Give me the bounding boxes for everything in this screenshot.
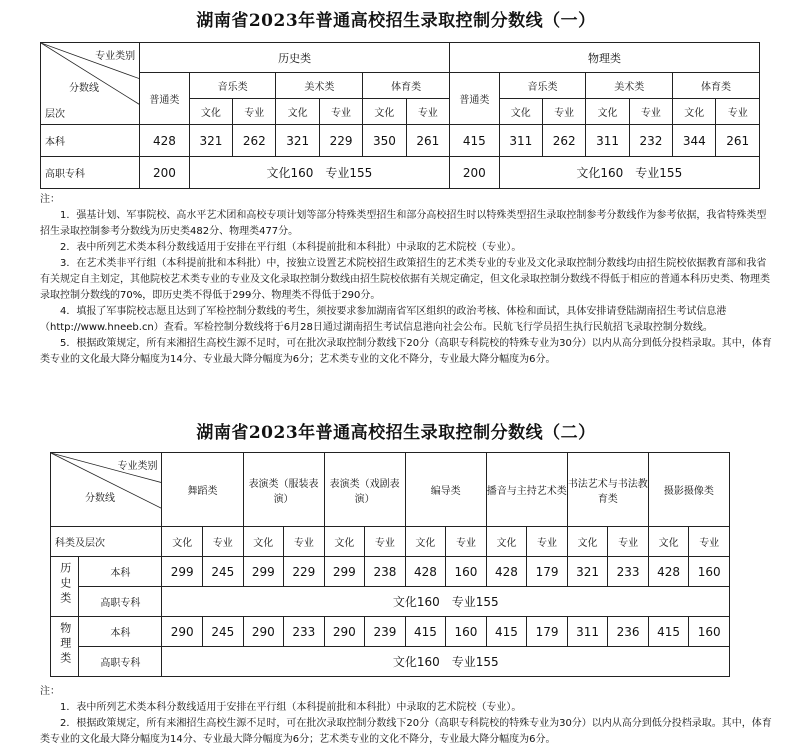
row-label: 本科: [79, 617, 162, 647]
doc1-corner-header: [41, 43, 140, 125]
sub-wenhua: 文化: [363, 99, 406, 125]
history-label-text: 历史类: [58, 562, 72, 607]
doc2-col-drama: 表演类（戏剧表演）: [324, 453, 405, 527]
cell: 245: [203, 617, 244, 647]
cell: 245: [203, 557, 244, 587]
doc2-row-physics-gaozhi: [51, 647, 730, 677]
cell: 311: [499, 125, 542, 157]
doc1-col-sport-p: 体育类: [673, 73, 760, 99]
cell: 232: [629, 125, 672, 157]
cell: 290: [162, 617, 203, 647]
doc1-row-benke: [41, 125, 760, 157]
doc1-col-art-p: 美术类: [586, 73, 673, 99]
cell-merged: 文化160 专业155: [162, 647, 730, 677]
doc2-hdr-score: 分数线: [85, 493, 115, 504]
doc1-table: [40, 42, 760, 189]
cell: 321: [567, 557, 608, 587]
note-item: 3．在艺术类非平行组（本科提前批和本科批）中，按独立设置艺术院校招生政策招生的艺术类专业的专业及文化录取控制分数线均由招生院校依据教育部和我省有关规定自主划定，其他院校艺术类专业的专业及文化录取控制分数线由招生院校依据有关规定确定，但文化录取控制分数线不得低于相应的普通本科历史类、物理类录取控制分数线的70%，即历史类不得低于299分、物理类不得低于290分。: [40, 258, 770, 301]
sub-zhuanye: 专业: [406, 99, 449, 125]
cell: 229: [319, 125, 362, 157]
cell: 299: [243, 557, 284, 587]
note-item: 2．根据政策规定，所有来湘招生高校生源不足时，可在批次录取控制分数线下20分（高职专科院校的特殊专业为30分）以内从高分到低分投档录取。其中，体育类专业的文化最大降分幅度为14分、专业最大降分幅度为6分；艺术类专业的文化不降分，专业最大降分幅度为6分。: [40, 718, 772, 745]
cell: 200: [140, 157, 190, 189]
cell-merged: 文化160 专业155: [162, 587, 730, 617]
cell: 344: [673, 125, 716, 157]
cell: 415: [405, 617, 446, 647]
notes-label: 注：: [40, 686, 60, 697]
cell: 261: [716, 125, 760, 157]
cell: 299: [324, 557, 365, 587]
doc2-notes: [40, 684, 772, 748]
sub-wenhua: 文化: [567, 527, 608, 557]
sub-zhuanye: 专业: [689, 527, 730, 557]
doc1-col-sport-h: 体育类: [363, 73, 450, 99]
doc2-subheader-row: [51, 527, 730, 557]
doc1-notes: [40, 192, 772, 368]
cell: 428: [648, 557, 689, 587]
cell: 200: [450, 157, 500, 189]
row-label: 高职专科: [41, 157, 140, 189]
cell: 160: [446, 557, 487, 587]
notes-label: 注：: [40, 194, 60, 205]
doc2-corner-header: [51, 453, 162, 527]
cell: 299: [162, 557, 203, 587]
cell: 239: [365, 617, 406, 647]
doc2-row-history-gaozhi: [51, 587, 730, 617]
doc1-group-history: 历史类: [140, 43, 450, 73]
row-label: 本科: [41, 125, 140, 157]
sub-zhuanye: 专业: [608, 527, 649, 557]
note-item: 5．根据政策规定，所有来湘招生高校生源不足时，可在批次录取控制分数线下20分（高职专科院校的特殊专业为30分）以内从高分到低分投档录取。其中，体育类专业的文化最大降分幅度为14分、专业最大降分幅度为6分；艺术类专业的文化不降分，专业最大降分幅度为6分。: [40, 338, 772, 365]
sub-wenhua: 文化: [189, 99, 232, 125]
doc1-hdr-level: 层次: [45, 109, 65, 120]
cell: 179: [527, 617, 568, 647]
doc2-hdr-level: 科类及层次: [51, 527, 162, 557]
cell: 321: [276, 125, 319, 157]
sub-zhuanye: 专业: [319, 99, 362, 125]
sub-wenhua: 文化: [648, 527, 689, 557]
sub-zhuanye: 专业: [233, 99, 276, 125]
sub-zhuanye: 专业: [542, 99, 585, 125]
note-item: 1．表中所列艺术类本科分数线适用于安排在平行组（本科提前批和本科批）中录取的艺术院校（专业）。: [60, 702, 522, 713]
cell-merged: 文化160 专业155: [499, 157, 759, 189]
sub-wenhua: 文化: [405, 527, 446, 557]
cell: 262: [542, 125, 585, 157]
cell: 160: [446, 617, 487, 647]
doc1-col-putong-h: 普通类: [140, 73, 190, 125]
doc2-col-direct: 编导类: [405, 453, 486, 527]
row-label: 高职专科: [79, 587, 162, 617]
note-item: 4．填报了军事院校志愿且达到了军检控制分数线的考生，须按要求参加湖南省军区组织的政治考核、体检和面试，具体安排请登陆湖南招生考试信息港（http://www.hneeb.cn）查看。军检控制分数线将于6月28日通过湖南招生考试信息港向社会公布。民航飞行学员招生执行民航招飞录取控制分数线。: [40, 306, 727, 333]
cell: 233: [608, 557, 649, 587]
cell: 233: [284, 617, 325, 647]
sub-zhuanye: 专业: [284, 527, 325, 557]
doc1-title: 湖南省2023年普通高校招生录取控制分数线（一）: [196, 11, 596, 31]
doc1-col-art-h: 美术类: [276, 73, 363, 99]
cell: 262: [233, 125, 276, 157]
row-label: 高职专科: [79, 647, 162, 677]
cell: 179: [527, 557, 568, 587]
cell: 415: [450, 125, 500, 157]
cell: 238: [365, 557, 406, 587]
sub-wenhua: 文化: [276, 99, 319, 125]
cell: 311: [586, 125, 629, 157]
cell: 290: [324, 617, 365, 647]
sub-wenhua: 文化: [162, 527, 203, 557]
doc2-table: [50, 452, 730, 677]
cell: 428: [486, 557, 527, 587]
sub-wenhua: 文化: [499, 99, 542, 125]
doc2-physics-label: [51, 617, 79, 677]
doc2-col-calligraphy: 书法艺术与书法教育类: [567, 453, 648, 527]
cell: 261: [406, 125, 449, 157]
doc2-row-physics-benke: [51, 617, 730, 647]
cell: 428: [405, 557, 446, 587]
doc2-history-label: [51, 557, 79, 617]
cell: 321: [189, 125, 232, 157]
cell: 160: [689, 617, 730, 647]
cell: 428: [140, 125, 190, 157]
sub-zhuanye: 专业: [446, 527, 487, 557]
doc1-col-music-p: 音乐类: [499, 73, 586, 99]
doc1-col-music-h: 音乐类: [189, 73, 276, 99]
sub-zhuanye: 专业: [629, 99, 672, 125]
cell: 229: [284, 557, 325, 587]
doc1-col-putong-p: 普通类: [450, 73, 500, 125]
cell: 415: [648, 617, 689, 647]
note-item: 2．表中所列艺术类本科分数线适用于安排在平行组（本科提前批和本科批）中录取的艺术院校（专业）。: [60, 242, 522, 253]
sub-wenhua: 文化: [324, 527, 365, 557]
doc1-hdr-score: 分数线: [69, 83, 99, 94]
doc1-hdr-cat: 专业类别: [95, 51, 136, 62]
doc1-row-gaozhi: [41, 157, 760, 189]
doc2-title: 湖南省2023年普通高校招生录取控制分数线（二）: [196, 423, 596, 443]
doc2-col-fashion: 表演类（服装表演）: [243, 453, 324, 527]
sub-wenhua: 文化: [243, 527, 284, 557]
doc2-col-dance: 舞蹈类: [162, 453, 243, 527]
sub-wenhua: 文化: [586, 99, 629, 125]
cell: 350: [363, 125, 406, 157]
doc2-col-broadcast: 播音与主持艺术类: [486, 453, 567, 527]
row-label: 本科: [79, 557, 162, 587]
cell: 290: [243, 617, 284, 647]
cell: 415: [486, 617, 527, 647]
sub-wenhua: 文化: [486, 527, 527, 557]
doc2-col-photo: 摄影摄像类: [648, 453, 729, 527]
sub-wenhua: 文化: [673, 99, 716, 125]
note-item: 1．强基计划、军事院校、高水平艺术团和高校专项计划等部分特殊类型招生和部分高校招生时以特殊类型招生录取控制参考分数线作为参考依据，我省特殊类型招生录取控制参考分数线为历史类482分、物理类477分。: [40, 210, 767, 237]
sub-zhuanye: 专业: [527, 527, 568, 557]
sub-zhuanye: 专业: [716, 99, 760, 125]
doc2-hdr-cat: 专业类别: [117, 461, 158, 472]
sub-zhuanye: 专业: [365, 527, 406, 557]
cell: 311: [567, 617, 608, 647]
doc1-group-physics: 物理类: [450, 43, 760, 73]
cell: 236: [608, 617, 649, 647]
sub-zhuanye: 专业: [203, 527, 244, 557]
physics-label-text: 物理类: [58, 622, 72, 667]
cell: 160: [689, 557, 730, 587]
cell-merged: 文化160 专业155: [189, 157, 449, 189]
doc2-row-history-benke: [51, 557, 730, 587]
